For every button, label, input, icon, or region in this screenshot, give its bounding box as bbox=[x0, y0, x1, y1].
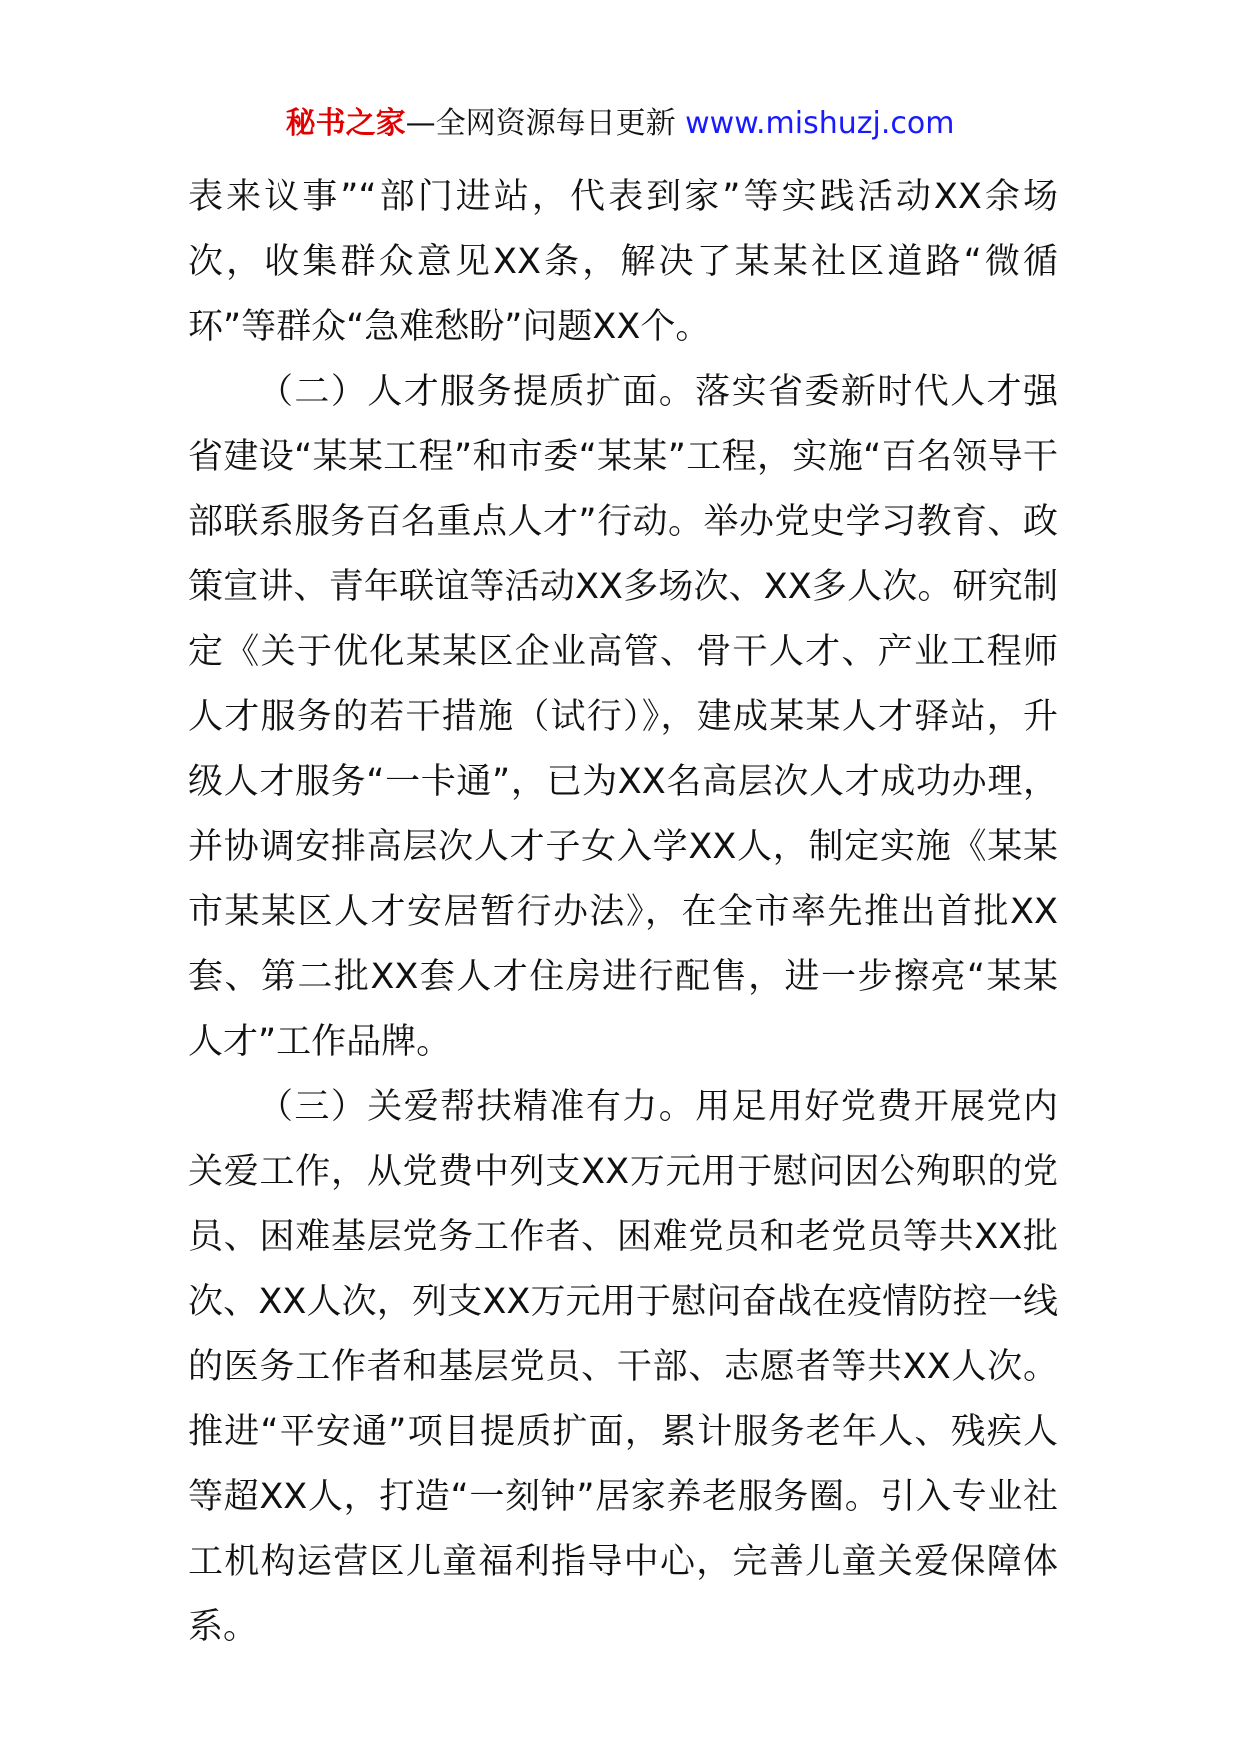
page-header bbox=[0, 100, 1240, 148]
paragraph-talent-service: （二）人才服务提质扩面。落实省委新时代人才强省建设“某某工程”和市委“某某”工程，实施“百名领导干部联系服务百名重点人才”行动。举办党史学习教育、政策宣讲、青年联谊等活动XX多场次、XX多人次。研究制定《关于优化某某区企业高管、骨干人才、产业工程师人才服务的若干措施（试行）》，建成某某人才驿站，升级人才服务“一卡通”，已为XX名高层次人才成功办理，并协调安排高层次人才子女入学XX人，制定实施《某某市某某区人才安居暂行办法》，在全市率先推出首批XX套、第二批XX套人才住房进行配售，进一步擦亮“某某人才”工作品牌。 bbox=[188, 372, 1058, 1062]
paragraph-continuation: 表来议事”“部门进站，代表到家”等实践活动XX余场次，收集群众意见XX条，解决了某某社区道路“微循环”等群众“急难愁盼”问题XX个。 bbox=[188, 177, 1058, 347]
header-brand: 秘书之家 bbox=[285, 106, 406, 141]
document-body bbox=[188, 165, 1058, 1660]
header-tagline: —全网资源每日更新 bbox=[405, 106, 686, 141]
paragraph-care-support: （三）关爱帮扶精准有力。用足用好党费开展党内关爱工作，从党费中列支XX万元用于慰问因公殉职的党员、困难基层党务工作者、困难党员和老党员等共XX批次、XX人次，列支XX万元用于慰问奋战在疫情防控一线的医务工作者和基层党员、干部、志愿者等共XX人次。推进“平安通”项目提质扩面，累计服务老年人、残疾人等超XX人，打造“一刻钟”居家养老服务圈。引入专业社工机构运营区儿童福利指导中心，完善儿童关爱保障体系。 bbox=[188, 1087, 1058, 1647]
header-url-link[interactable]: www.mishuzj.com bbox=[685, 106, 955, 141]
